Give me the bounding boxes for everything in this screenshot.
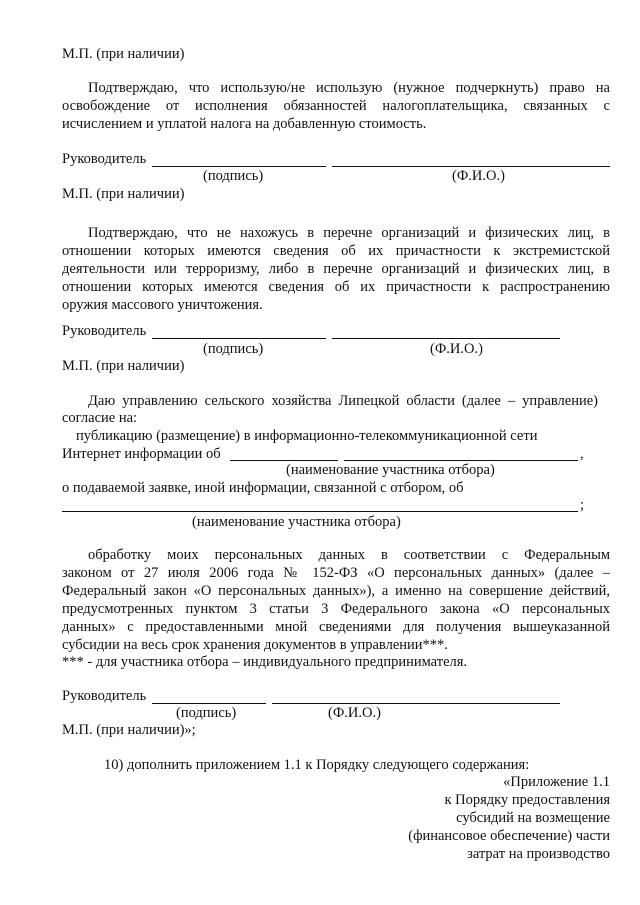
- name-caption: (Ф.И.О.): [430, 341, 483, 357]
- signature-caption: (подпись): [203, 168, 264, 184]
- field-caption: (наименование участника отбора): [192, 514, 401, 530]
- signature-label: Руководитель: [62, 323, 147, 339]
- signature-label: Руководитель: [62, 688, 147, 704]
- paragraph-line: субсидии на весь срок хранения документов в управлении***.: [62, 637, 448, 653]
- paragraph-line: исчислением и уплатой налога на добавленную стоимость.: [62, 116, 427, 132]
- signature-line[interactable]: [152, 166, 326, 167]
- appendix-line: к Порядку предоставления: [444, 792, 610, 808]
- paragraph-line: деятельности или терроризму, либо в перечне организаций и физических лиц, в: [62, 261, 610, 277]
- paragraph-line: Подтверждаю, что использую/не использую (нужное подчеркнуть) право на: [88, 80, 610, 96]
- paragraph-line: Даю управлению сельского хозяйства Липецкой области (далее – управление): [88, 393, 598, 409]
- signature-line[interactable]: [152, 338, 326, 339]
- paragraph-line: согласие на:: [62, 410, 138, 426]
- participant-name-line[interactable]: [230, 460, 338, 461]
- paragraph-line: Подтверждаю, что не нахожусь в перечне организаций и физических лиц, в: [88, 225, 610, 241]
- signature-line[interactable]: [152, 703, 266, 704]
- paragraph-line: предусмотренных пунктом 3 статьи 3 Федерального закона «О персональных: [62, 601, 610, 617]
- appendix-line: затрат на производство: [467, 846, 610, 862]
- name-line[interactable]: [332, 166, 610, 167]
- paragraph-line: данных» с предоставленными мной сведениями для получения вышеуказанной: [62, 619, 610, 635]
- paragraph-line: законом от 27 июля 2006 года № 152-ФЗ «О персональных данных» (далее –: [62, 565, 610, 581]
- paragraph-line: Интернет информации об: [62, 446, 221, 462]
- paragraph-line: публикацию (размещение) в информационно-телекоммуникационной сети: [76, 428, 538, 444]
- paragraph-line: обработку моих персональных данных в соответствии с Федеральным: [88, 547, 610, 563]
- paragraph-line: оружия массового уничтожения.: [62, 297, 263, 313]
- signature-caption: (подпись): [203, 341, 264, 357]
- paragraph-line: Федеральный закон «О персональных данных»), а именно на совершение действий,: [62, 583, 610, 599]
- paragraph-line: отношении которых имеются сведения об их причастности к экстремистской: [62, 243, 610, 259]
- paragraph-line: освобождение от исполнения обязанностей налогоплательщика, связанных с: [62, 98, 610, 114]
- appendix-line: (финансовое обеспечение) части: [408, 828, 610, 844]
- name-caption: (Ф.И.О.): [452, 168, 505, 184]
- stamp-note: М.П. (при наличии): [62, 358, 185, 374]
- name-line[interactable]: [272, 703, 560, 704]
- name-caption: (Ф.И.О.): [328, 705, 381, 721]
- amendment-item: 10) дополнить приложением 1.1 к Порядку следующего содержания:: [104, 757, 530, 773]
- stamp-note: М.П. (при наличии): [62, 186, 185, 202]
- appendix-line: субсидий на возмещение: [456, 810, 610, 826]
- stamp-note: М.П. (при наличии): [62, 46, 185, 62]
- paragraph-line: отношении которых имеются сведения об их причастности к распространению: [62, 279, 610, 295]
- appendix-line: «Приложение 1.1: [503, 774, 610, 790]
- field-caption: (наименование участника отбора): [286, 462, 495, 478]
- punctuation: ;: [580, 497, 585, 513]
- footnote: *** - для участника отбора – индивидуального предпринимателя.: [62, 654, 468, 670]
- participant-name-line[interactable]: [62, 511, 578, 512]
- signature-label: Руководитель: [62, 151, 147, 167]
- stamp-note: М.П. (при наличии)»;: [62, 722, 196, 738]
- signature-caption: (подпись): [176, 705, 237, 721]
- punctuation: ,: [580, 446, 584, 462]
- participant-name-line[interactable]: [344, 460, 578, 461]
- name-line[interactable]: [332, 338, 560, 339]
- paragraph-line: о подаваемой заявке, иной информации, связанной с отбором, об: [62, 480, 464, 496]
